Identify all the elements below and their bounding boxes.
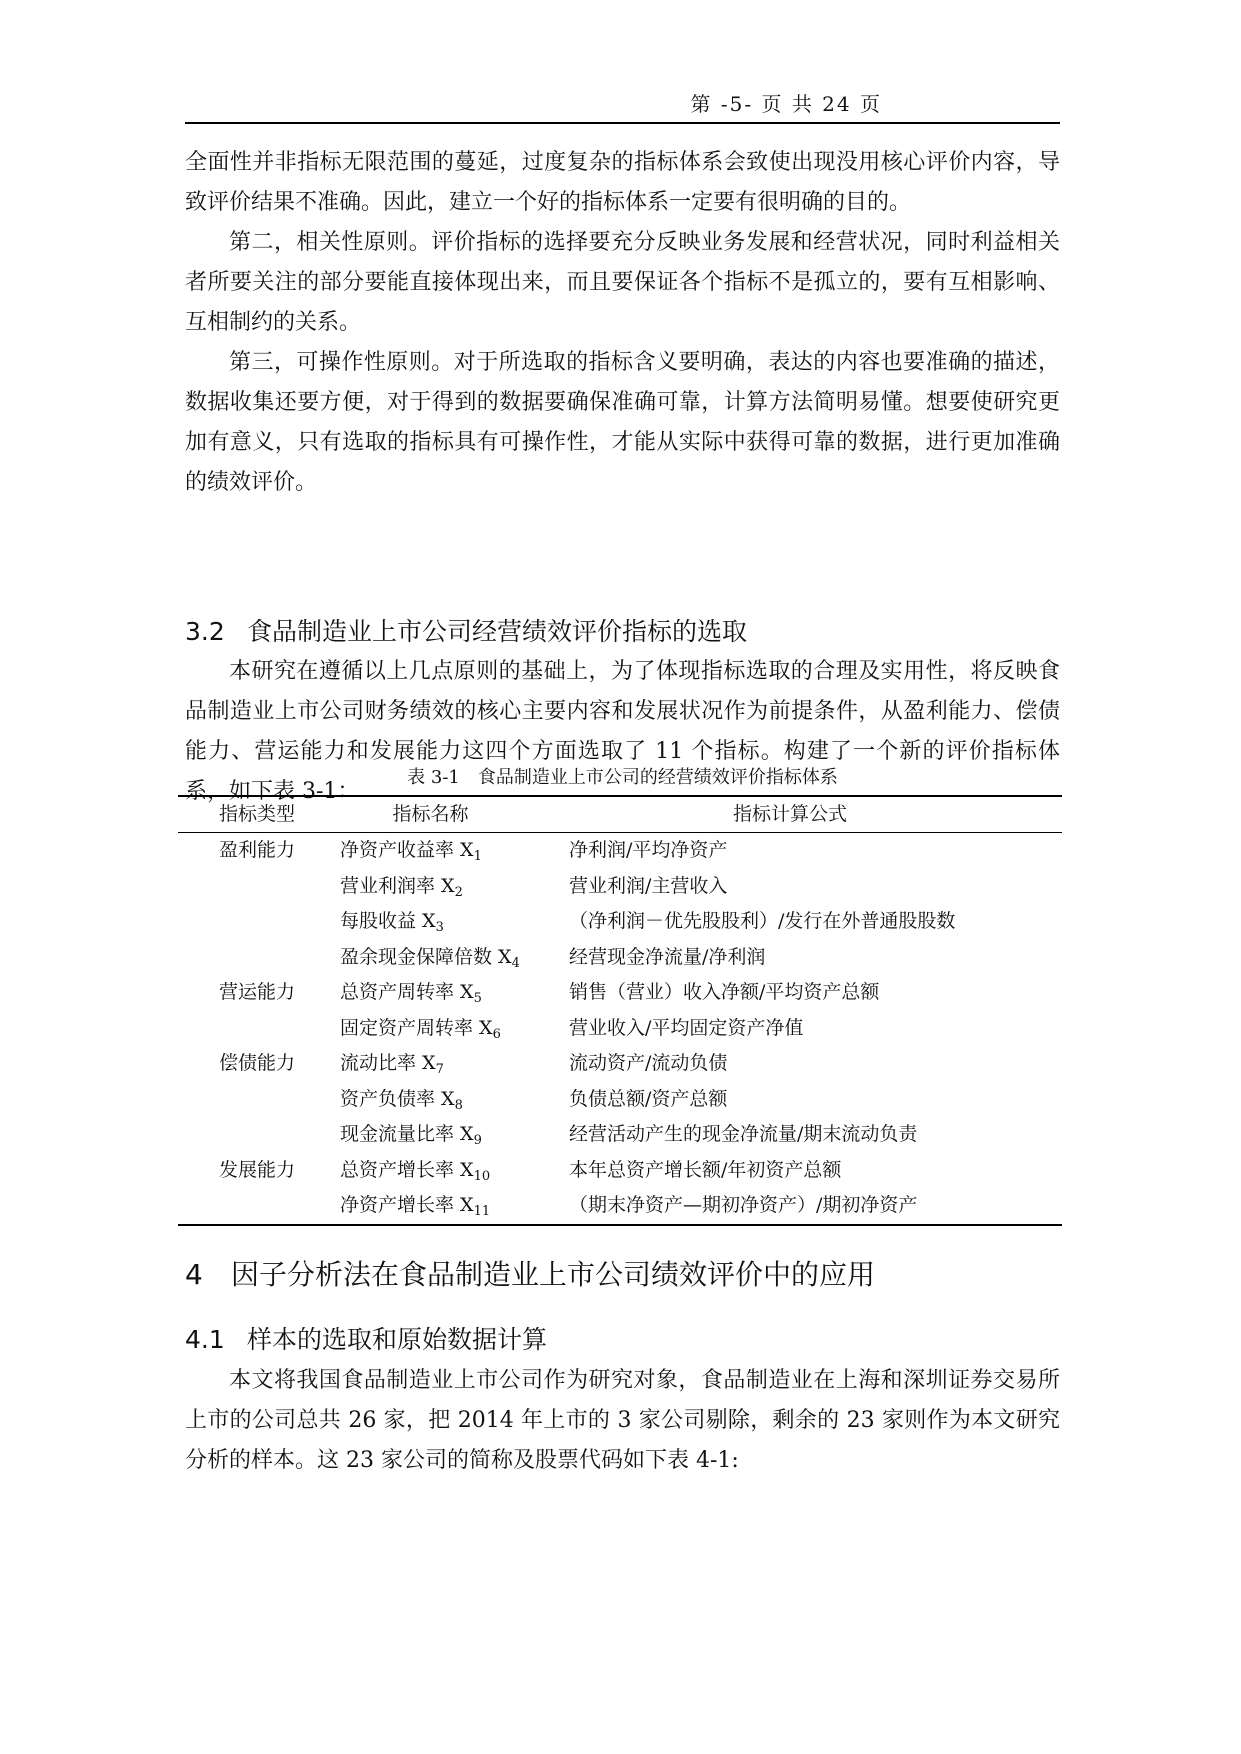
indicator-name-text: 营业利润率 X	[340, 874, 455, 897]
indicator-type: 发展能力	[218, 1158, 295, 1181]
indicator-formula: 销售（营业）收入净额/平均资产总额	[569, 981, 880, 1003]
indicator-formula: 营业收入/平均固定资产净值	[569, 1016, 804, 1039]
table-row	[178, 869, 1062, 905]
column-header-formula: 指标计算公式	[732, 803, 847, 825]
indicator-name	[340, 1188, 490, 1229]
indicator-name-text: 净资产收益率 X	[340, 839, 474, 861]
section-3-2	[185, 612, 1060, 652]
section-3-2-heading	[185, 612, 1060, 652]
section-number: 4	[185, 1258, 203, 1291]
table-row	[178, 1046, 1062, 1082]
table-row	[178, 833, 1062, 869]
indicator-subscript: 1	[473, 849, 482, 864]
indicator-subscript: 11	[473, 1204, 491, 1219]
table-caption: 表 3-1 食品制造业上市公司的经营绩效评价指标体系	[407, 767, 838, 788]
table-row	[178, 1011, 1062, 1047]
table-row	[178, 1153, 1062, 1189]
column-header-name: 指标名称	[392, 803, 469, 825]
indicator-name-text: 每股收益 X	[340, 910, 436, 932]
indicator-formula: 流动资产/流动负债	[569, 1052, 728, 1074]
section-title: 样本的选取和原始数据计算	[247, 1325, 548, 1354]
indicator-subscript: 10	[473, 1168, 491, 1184]
indicator-subscript: 4	[511, 955, 520, 971]
section-4-1	[185, 1320, 1060, 1360]
indicator-formula: 本年总资产增长额/年初资产总额	[569, 1158, 842, 1181]
section-4-1-body	[185, 1361, 1060, 1481]
paragraph-operability-principle: 第三，可操作性原则。对于所选取的指标含义要明确，表达的内容也要准确的描述，数据收集还要方便，对于得到的数据要确保准确可靠，计算方法简明易懂。想要使研究更加有意义，只有选取的指标具有可操作性，才能从实际中获得可靠的数据，进行更加准确的绩效评价。	[185, 350, 1060, 495]
table-row	[178, 1188, 1062, 1224]
indicator-formula: 营业利润/主营收入	[569, 874, 728, 897]
page-header	[185, 88, 1060, 124]
table-row	[178, 940, 1062, 976]
indicator-name-text: 净资产增长率 X	[340, 1194, 474, 1216]
section-4-1-heading	[185, 1320, 1060, 1360]
indicator-formula: 净利润/平均净资产	[569, 839, 728, 861]
indicator-subscript: 9	[473, 1133, 482, 1148]
indicator-name-text: 现金流量比率 X	[340, 1123, 474, 1145]
indicator-subscript: 2	[454, 884, 463, 900]
indicator-formula: 经营现金净流量/净利润	[569, 945, 766, 968]
indicator-name-text: 资产负债率 X	[340, 1087, 455, 1110]
indicator-table	[178, 795, 1062, 1226]
section-number: 4.1	[185, 1325, 225, 1354]
indicator-name-text: 流动比率 X	[340, 1052, 436, 1074]
table-row	[178, 975, 1062, 1011]
page-indicator: 第 -5- 页 共 24 页	[690, 92, 882, 116]
indicator-subscript: 3	[435, 920, 444, 935]
table-row	[178, 1082, 1062, 1118]
indicator-subscript: 5	[473, 991, 482, 1006]
indicator-name-text: 总资产增长率 X	[340, 1158, 474, 1181]
indicator-formula: 经营活动产生的现金净流量/期末流动负责	[569, 1123, 918, 1145]
indicator-formula: （期末净资产—期初净资产）/期初净资产	[569, 1194, 918, 1216]
indicator-subscript: 6	[492, 1026, 501, 1042]
paragraph-relevance-principle: 第二，相关性原则。评价指标的选择要充分反映业务发展和经营状况，同时利益相关者所要关注的部分要能直接体现出来，而且要保证各个指标不是孤立的，要有互相影响、互相制约的关系。	[185, 230, 1060, 335]
section-title: 食品制造业上市公司经营绩效评价指标的选取	[247, 617, 748, 646]
paragraph-sample-selection: 本文将我国食品制造业上市公司作为研究对象，食品制造业在上海和深圳证券交易所上市的公司总共 26 家，把 2014 年上市的 3 家公司剔除，剩余的 23 家则作为本文研究分析的样本。这 23 家公司的简称及股票代码如下表 4-1:	[185, 1368, 1060, 1473]
section-4-heading	[185, 1253, 1060, 1297]
indicator-subscript: 8	[454, 1097, 463, 1113]
indicator-name-text: 固定资产周转率 X	[340, 1016, 493, 1039]
indicator-formula: （净利润－优先股股利）/发行在外普通股股数	[569, 910, 956, 932]
indicator-type: 盈利能力	[218, 839, 295, 861]
paragraph-continued: 全面性并非指标无限范围的蔓延，过度复杂的指标体系会致使出现没用核心评价内容，导致评价结果不准确。因此，建立一个好的指标体系一定要有很明确的目的。	[185, 150, 1060, 215]
table-body	[178, 833, 1062, 1224]
indicator-name-text: 盈余现金保障倍数 X	[340, 945, 512, 968]
indicator-name-text: 总资产周转率 X	[340, 981, 474, 1003]
column-header-type: 指标类型	[218, 803, 295, 825]
indicator-type: 偿债能力	[218, 1052, 295, 1074]
body-text-top	[185, 143, 1060, 503]
indicator-subscript: 7	[435, 1062, 444, 1077]
indicator-type: 营运能力	[218, 981, 295, 1003]
section-number: 3.2	[185, 617, 225, 646]
indicator-formula: 负债总额/资产总额	[569, 1087, 728, 1110]
paragraph-indicator-selection: 本研究在遵循以上几点原则的基础上，为了体现指标选取的合理及实用性，将反映食品制造业上市公司财务绩效的核心主要内容和发展状况作为前提条件，从盈利能力、偿债能力、营运能力和发展能力这四个方面选取了 11 个指标。构建了一个新的评价指标体系，如下表 3-1：	[185, 659, 1060, 804]
table-header-row	[178, 797, 1062, 833]
section-title: 因子分析法在食品制造业上市公司绩效评价中的应用	[231, 1258, 876, 1291]
section-4	[185, 1253, 1060, 1297]
table-row	[178, 904, 1062, 940]
table-row	[178, 1117, 1062, 1153]
